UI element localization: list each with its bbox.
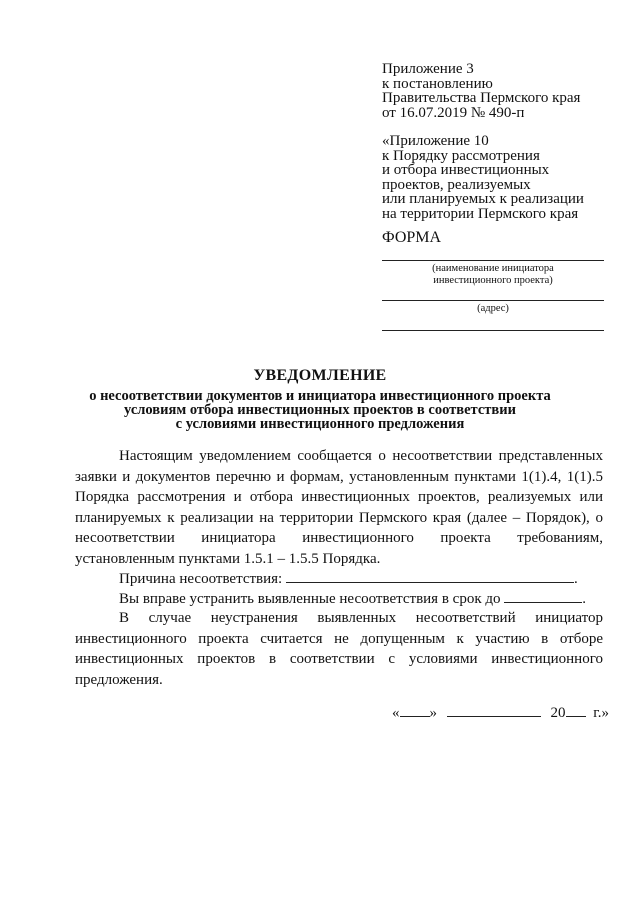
year-prefix: 20 bbox=[550, 705, 566, 721]
notice-title: УВЕДОМЛЕНИЕ bbox=[253, 367, 387, 384]
deadline-row bbox=[75, 588, 603, 610]
reason-label: Причина несоответствия: bbox=[119, 571, 283, 587]
deadline-end: . bbox=[582, 591, 586, 607]
order-appendix-header bbox=[382, 134, 584, 221]
order-appendix-line: «Приложение 10 bbox=[382, 133, 489, 149]
date-line bbox=[392, 702, 609, 722]
date-close-quote: » bbox=[429, 705, 437, 721]
year-field[interactable] bbox=[566, 702, 586, 717]
appendix-header bbox=[382, 62, 580, 120]
appendix-line: к постановлению bbox=[382, 75, 493, 92]
month-field[interactable] bbox=[447, 702, 541, 717]
reason-row bbox=[75, 568, 603, 590]
form-label: ФОРМА bbox=[382, 229, 442, 246]
notice-subtitle bbox=[0, 389, 640, 431]
order-appendix-line: и отбора инвестиционных bbox=[382, 162, 550, 178]
initiator-caption bbox=[382, 263, 604, 287]
year-suffix: г.» bbox=[593, 705, 609, 721]
order-appendix-line: на территории Пермского края bbox=[382, 205, 579, 222]
day-field[interactable] bbox=[400, 702, 430, 717]
body-paragraph-1: Настоящим уведомлением сообщается о несоответствии представленных заявки и документов перечню и формам, установленным пунктами 1(1).4, 1(1).5 Порядка рассмотрения и отбора инвестиционных проектов, реализуемых или планируемых к реализации на территории Пермского края (далее – Порядок), о несоответствии инициатора инвестиционного проекта требованиям, установленным пунктами 1.5.1 – 1.5.5 Порядка. bbox=[75, 448, 603, 567]
initiator-name-line[interactable] bbox=[382, 260, 604, 261]
notice-subtitle-line: условиям отбора инвестиционных проектов в соответствии bbox=[124, 402, 516, 418]
notice-subtitle-line: о несоответствии документов и инициатора инвестиционного проекта bbox=[89, 388, 551, 404]
order-appendix-line: или планируемых к реализации bbox=[382, 191, 584, 207]
address-line-2[interactable] bbox=[382, 330, 604, 331]
order-appendix-line: проектов, реализуемых bbox=[382, 176, 531, 193]
date-open-quote: « bbox=[392, 705, 400, 721]
body-paragraph-3: В случае неустранения выявленных несоответствий инициатор инвестиционного проекта считается не допущенным к участию в отборе инвестиционных проектов в соответствии с условиями инвестиционного предложения. bbox=[75, 610, 603, 688]
initiator-caption-line: (наименование инициатора bbox=[432, 263, 554, 274]
address-line[interactable] bbox=[382, 300, 604, 301]
initiator-caption-line: инвестиционного проекта) bbox=[433, 275, 553, 286]
notice-subtitle-line: с условиями инвестиционного предложения bbox=[175, 416, 465, 432]
reason-end: . bbox=[573, 571, 578, 587]
appendix-line: от 16.07.2019 № 490-п bbox=[382, 104, 525, 121]
deadline-field[interactable] bbox=[504, 588, 582, 603]
reason-field[interactable] bbox=[286, 568, 574, 583]
appendix-line: Правительства Пермского края bbox=[382, 90, 581, 106]
appendix-line: Приложение 3 bbox=[382, 61, 474, 77]
address-caption: (адрес) bbox=[477, 303, 509, 314]
deadline-label: Вы вправе устранить выявленные несоответствия в срок до bbox=[119, 591, 501, 607]
order-appendix-line: к Порядку рассмотрения bbox=[382, 147, 540, 164]
